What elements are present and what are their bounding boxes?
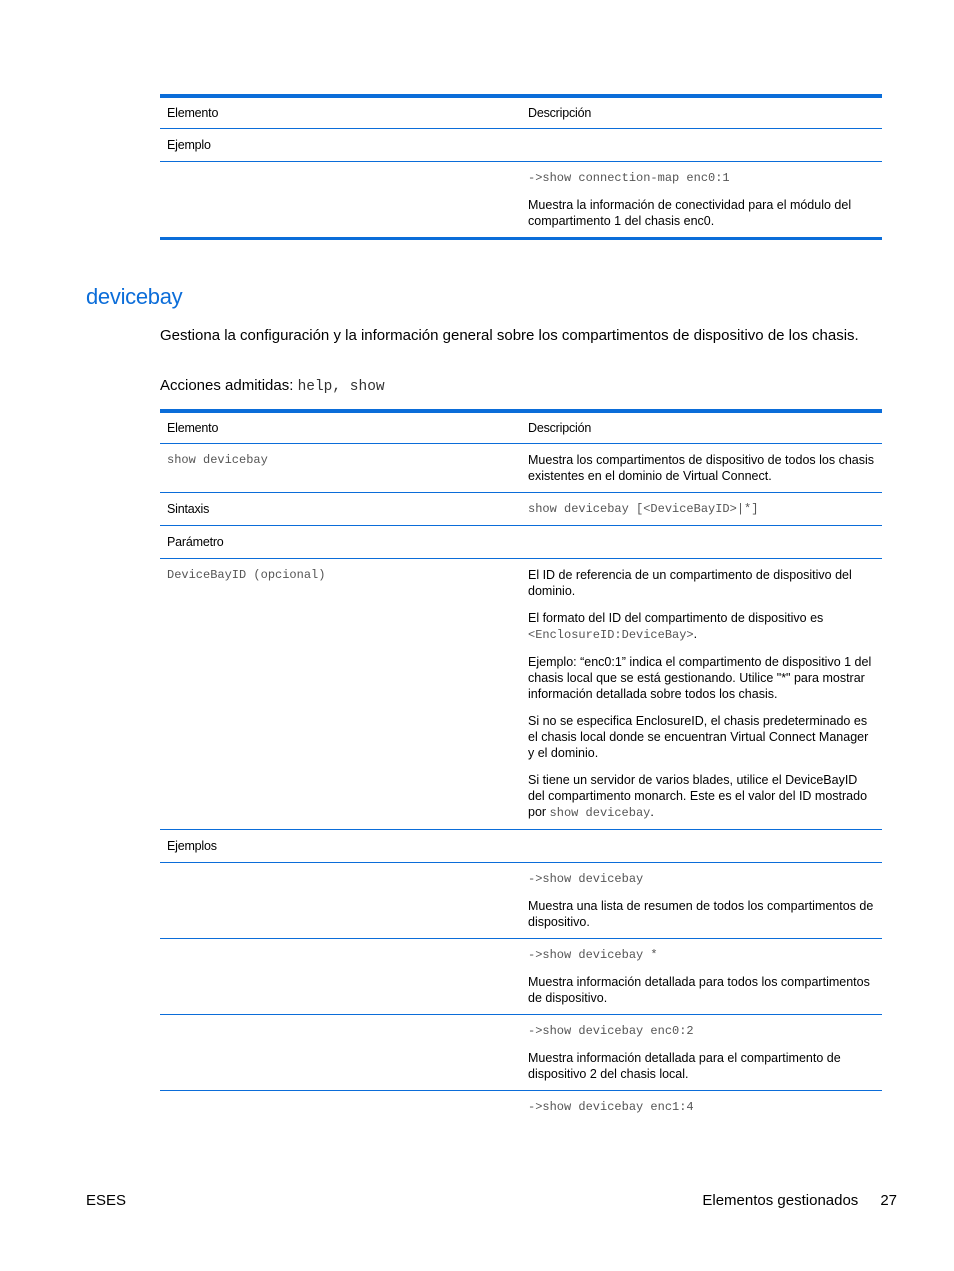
actions-value: help, show [297,379,385,395]
table-row [160,129,882,162]
show-command: show devicebay [160,444,521,493]
table-header-row [160,96,882,129]
parameter-name: DeviceBayID (opcional) [160,559,521,830]
example-table [160,94,882,240]
section-intro: Gestiona la configuración y la información general sobre los compartimentos de dispositivo de los chasis. [160,327,859,344]
table-row [160,863,882,939]
example-description: Muestra información detallada para el compartimento de dispositivo 2 del chasis local. [528,1051,841,1081]
example-description: Muestra información detallada para todos los compartimentos de dispositivo. [528,975,870,1005]
example-command: ->show connection-map enc0:1 [528,171,730,185]
examples-label: Ejemplos [160,830,521,863]
parameter-description [521,559,882,830]
actions-separator: : [289,377,298,394]
table-row [160,830,882,863]
table-row [160,559,882,830]
footer-locale: ESES [86,1192,127,1209]
parameter-label: Parámetro [160,526,521,559]
param-desc-paragraph: El formato del ID del compartimento de dispositivo es <EnclosureID:DeviceBay>. [528,611,824,642]
param-desc-paragraph: Ejemplo: “enc0:1” indica el compartimento de dispositivo 1 del chasis local que se está gestionando. Utilice "*" para mostrar información detallada sobre todos los chasis. [528,655,872,701]
inline-code: <EnclosureID:DeviceBay> [528,628,694,642]
table-row [160,526,882,559]
table-row [160,444,882,493]
show-description: Muestra los compartimentos de dispositivo de todos los chasis existentes en el dominio de Virtual Connect. [521,444,882,493]
example-command: ->show devicebay enc1:4 [528,1100,694,1114]
actions-label: Acciones admitidas [160,377,290,394]
footer-chapter [702,1192,897,1209]
table-row [160,493,882,526]
header-element: Elemento [160,96,521,129]
example-label: Ejemplo [160,129,521,162]
footer-chapter-title: Elementos gestionados [702,1192,859,1209]
header-description: Descripción [521,96,882,129]
header-description: Descripción [521,411,882,444]
param-desc-paragraph: Si tiene un servidor de varios blades, utilice el DeviceBayID del compartimento monarch. Este es el valor del ID mostrado por show devicebay. [528,773,868,820]
example-description: Muestra la información de conectividad para el módulo del compartimento 1 del chasis enc0. [528,198,852,228]
devicebay-table [160,409,882,1123]
table-row [160,939,882,1015]
example-description: Muestra una lista de resumen de todos los compartimentos de dispositivo. [528,899,874,929]
example-command: ->show devicebay * [528,948,658,962]
example-command: ->show devicebay [528,872,644,886]
table-row [160,1015,882,1091]
syntax-label: Sintaxis [160,493,521,526]
param-desc-paragraph: Si no se especifica EnclosureID, el chasis predeterminado es el chasis local donde se encuentran Virtual Connect Manager y el dominio. [528,714,869,760]
example-command: ->show devicebay enc0:2 [528,1024,694,1038]
section-title: devicebay [86,284,183,309]
supported-actions [160,376,385,397]
page-number: 27 [880,1192,897,1209]
param-desc-paragraph: El ID de referencia de un compartimento de dispositivo del dominio. [528,568,852,598]
inline-code: show devicebay [549,806,651,820]
header-element: Elemento [160,411,521,444]
table-row [160,1091,882,1124]
table-row [160,162,882,239]
table-header-row [160,411,882,444]
syntax-value: show devicebay [<DeviceBayID>|*] [521,493,882,526]
